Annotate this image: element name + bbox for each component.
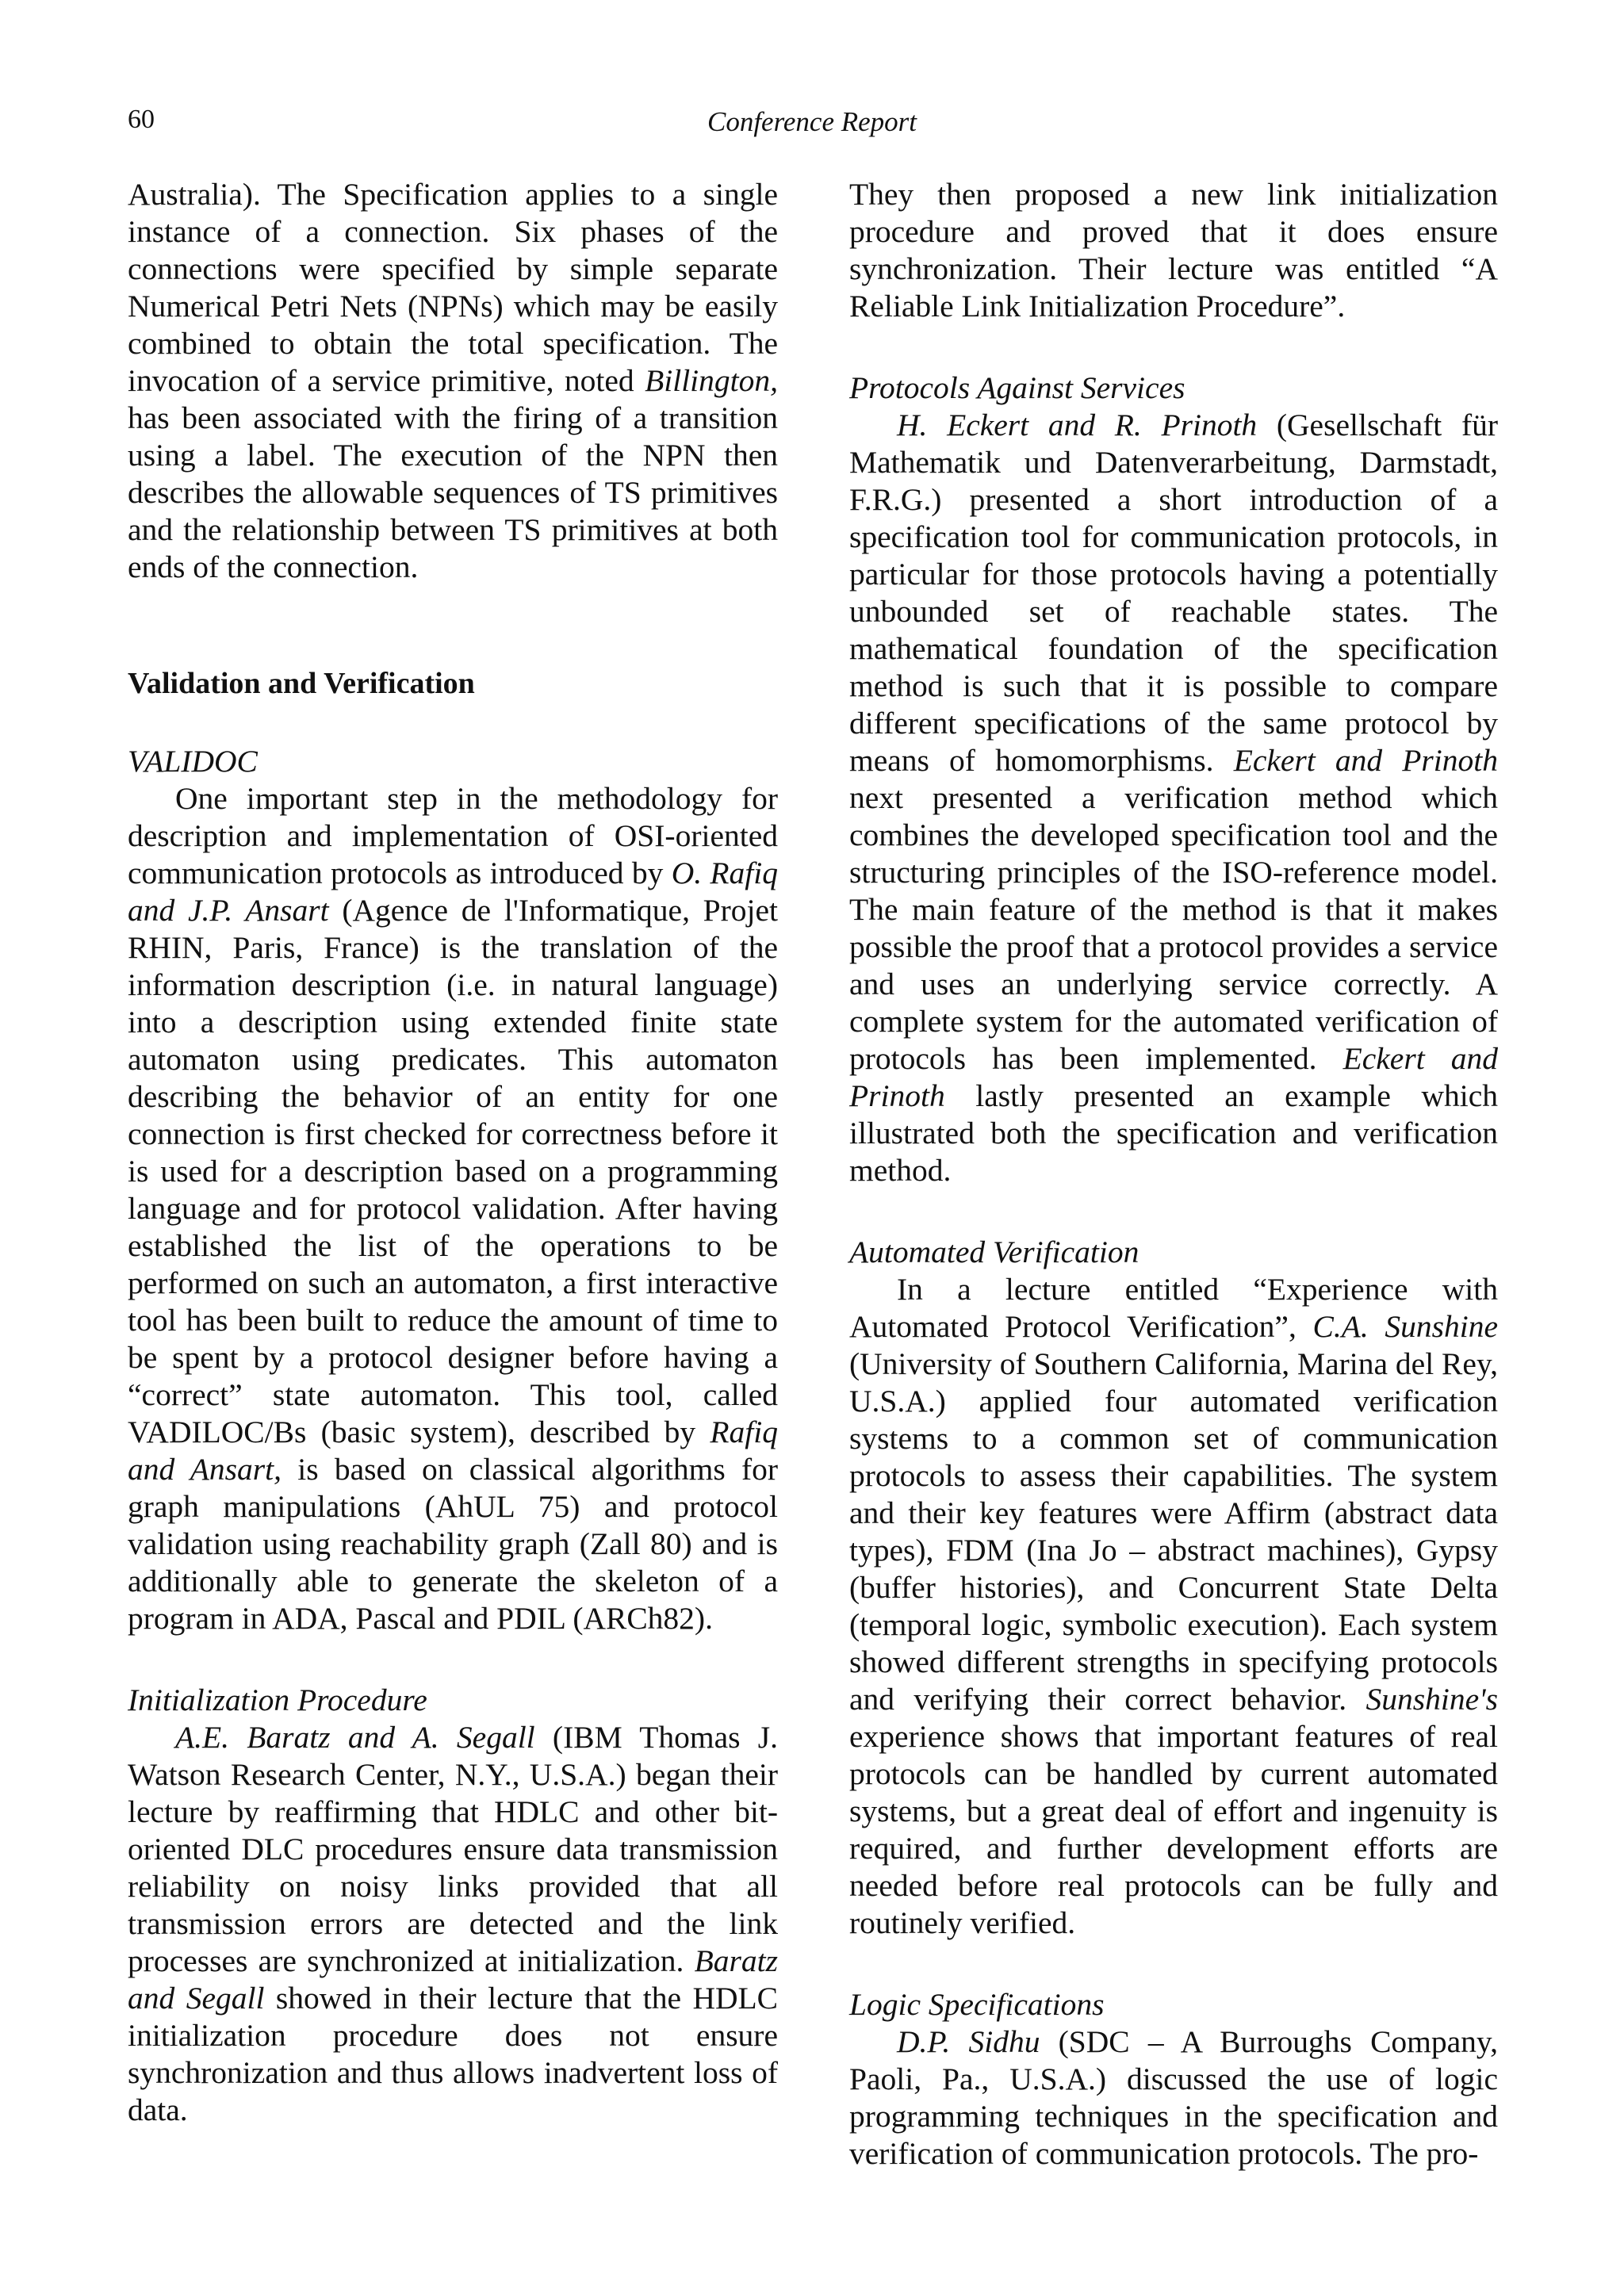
page-number: 60 <box>128 105 155 134</box>
author-name: Baratz and Segall <box>128 1943 778 2016</box>
automated-paragraph: In a lecture entitled “Experience with Automated Protocol Verification”, C.A. Sunshine (University of Southern California, Marina del Rey, U.S.A.) applied four automated verification systems to a common set of communication protocols to assess their capabilities. The system and their key features were Affirm (abstract data types), FDM (Ina Jo – abstract machines), Gypsy (buffer histories), and Concurrent State Delta (temporal logic, symbolic execution). Each system showed different strengths in specifying protocols and verifying their correct behavior. Sunshine's experience shows that important features of real protocols can be handled by current automated systems, but a great deal of effort and ingenuity is required, and further development efforts are needed before real protocols can be fully and routinely verified. <box>849 1272 1498 1940</box>
author-name: D.P. Sidhu <box>897 2024 1040 2059</box>
left-column <box>128 176 778 2129</box>
subsection-title-protocols: Protocols Against Services <box>849 370 1185 405</box>
validoc-paragraph: One important step in the methodology for description and implementation of OSI-oriented communication protocols as introduced by O. Rafiq and J.P. Ansart (Agence de l'Informatique, Projet RHIN, Paris, France) is the translation of the information description (i.e. in natural language) into a description using extended finite state automaton using predicates. This automaton describing the behavior of an entity for one connection is first checked for correctness before it is used for a description based on a programming language and for protocol validation. After having established the list of the operations to be performed on such an automaton, a first interactive tool has been built to reduce the amount of time to be spent by a protocol designer before having a “correct” state automaton. This tool, called VADILOC/Bs (basic system), described by Rafiq and Ansart, is based on classical algorithms for graph manipulations (AhUL 75) and protocol validation using reachability graph (Zall 80) and is additionally able to generate the skeleton of a program in ADA, Pascal and PDIL (ARCh82). <box>128 781 778 1636</box>
author-name: Billington, <box>645 363 778 398</box>
subsection-title-initialization: Initialization Procedure <box>128 1683 427 1717</box>
author-name: Eckert and Prinoth <box>1233 743 1499 778</box>
initialization-paragraph: A.E. Baratz and A. Segall (IBM Thomas J. Watson Research Center, N.Y., U.S.A.) began their lecture by reaffirming that HDLC and other bit-oriented DLC procedures ensure data transmission reliability on noisy links provided that all transmission errors are detected and the link processes are synchronized at initialization. Baratz and Segall showed in their lecture that the HDLC initialization procedure does not ensure synchronization and thus allows inadvertent loss of data. <box>128 1720 778 2127</box>
continuation-paragraph: They then proposed a new link initialization procedure and proved that it does ensure synchronization. Their lecture was entitled “A Reliable Link Initialization Procedure”. <box>849 177 1498 323</box>
author-name: A.E. Baratz and A. Segall <box>175 1720 535 1755</box>
logic-paragraph: D.P. Sidhu (SDC – A Burroughs Company, Paoli, Pa., U.S.A.) discussed the use of logic programming techniques in the specification and verification of communication protocols. The pro- <box>849 2024 1498 2171</box>
author-name: C.A. Sunshine <box>1312 1309 1498 1344</box>
author-name: H. Eckert and R. Prinoth <box>897 408 1258 442</box>
author-name: Rafiq and Ansart, <box>128 1415 778 1487</box>
running-title: Conference Report <box>707 106 917 137</box>
protocols-paragraph: H. Eckert and R. Prinoth (Gesellschaft für Mathematik und Datenverarbeitung, Darmstadt, F.R.G.) presented a short introduction of a specification tool for communication protocols, in particular for those protocols having a potentially unbounded set of reachable states. The mathematical foundation of the specification method is such that it is possible to compare different specifications of the same protocol by means of homomorphisms. Eckert and Prinoth next presented a verification method which combines the developed specification tool and the structuring principles of the ISO-reference model. The main feature of the method is that it makes possible the proof that a protocol provides a service and uses an underlying service correctly. A complete system for the automated verification of protocols has been implemented. Eckert and Prinoth lastly presented an example which illustrated both the specification and verification method. <box>849 408 1499 1188</box>
subsection-title-validoc: VALIDOC <box>128 744 258 779</box>
right-column <box>849 176 1498 2173</box>
author-name: O. Rafiq and J.P. Ansart <box>128 856 778 928</box>
author-name: Sunshine's <box>1365 1682 1498 1717</box>
subsection-title-logic: Logic Specifications <box>849 1987 1105 2022</box>
author-name: Eckert and Prinoth <box>849 1041 1498 1113</box>
subsection-title-automated: Automated Verification <box>849 1235 1139 1269</box>
intro-paragraph: Australia). The Specification applies to a single instance of a connection. Six phases of the connections were specified by simple separate Numerical Petri Nets (NPNs) which may be easily combined to obtain the total specification. The invocation of a service primitive, noted Billington, has been associated with the firing of a transition using a label. The execution of the NPN then describes the allowable sequences of TS primitives and the relationship between TS primitives at both ends of the connection. <box>128 177 778 584</box>
section-heading: Validation and Verification <box>128 667 475 700</box>
